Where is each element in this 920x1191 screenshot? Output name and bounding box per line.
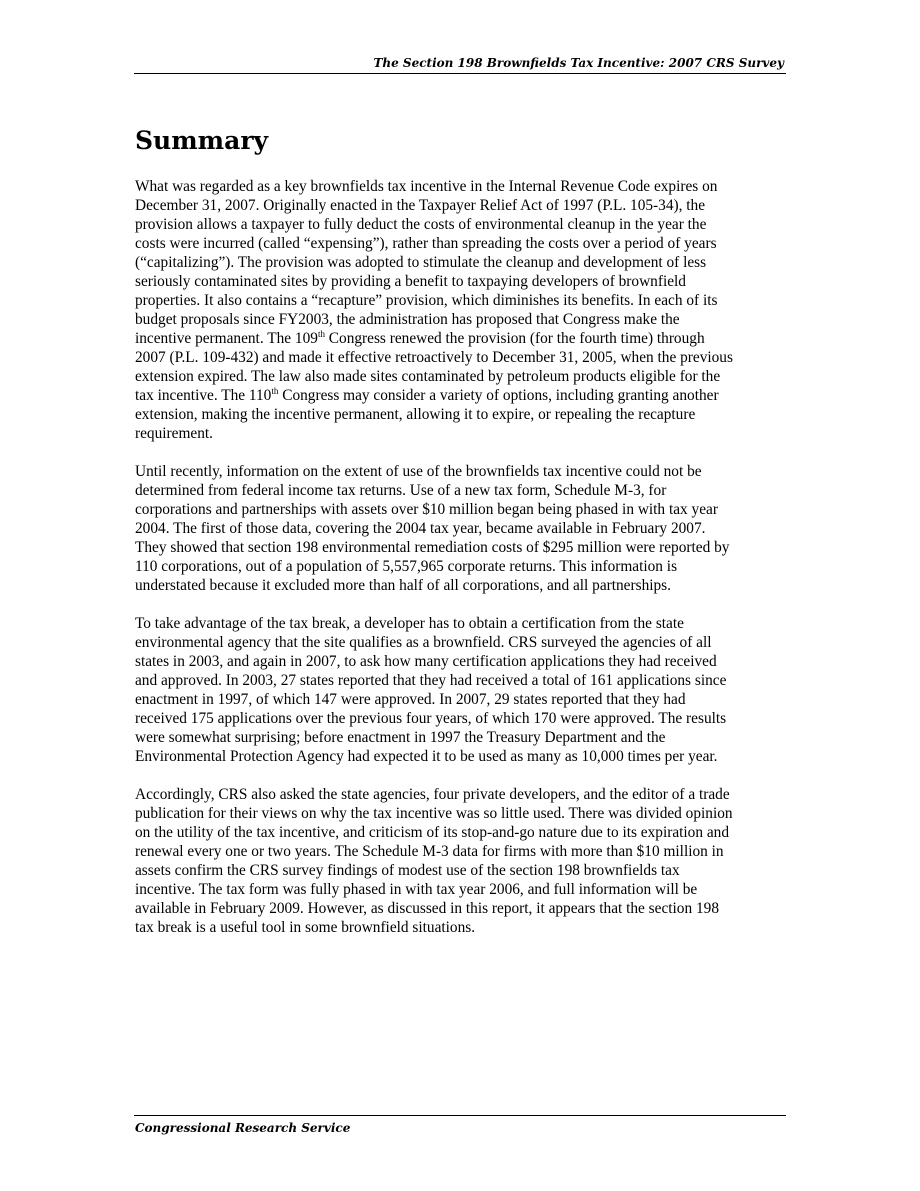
paragraph-1-line-14: requirement. (135, 425, 213, 442)
paragraph-1-line-6: seriously contaminated sites by providing a benefit to taxpaying developers of brownfield (135, 273, 686, 290)
paragraph-1-line-12a: tax incentive. The 110 (135, 387, 272, 404)
paragraph-1-line-11: extension expired. The law also made sites contaminated by petroleum products eligible for the (135, 368, 721, 385)
paragraph-1 (135, 177, 787, 443)
paragraph-3: To take advantage of the tax break, a developer has to obtain a certification from the state environmental agency that the site qualifies as a brownfield. CRS surveyed the agencies of all states in 2003, and again in 2007, to ask how many certification applications they had received and approved. In 2003, 27 states reported that they had received a total of 161 applications since enactment in 1997, of which 147 were approved. In 2007, 29 states reported that they had received 175 applications over the previous four years, of which 170 were approved. The results were somewhat surprising; before enactment in 1997 the Treasury Department and the Environmental Protection Agency had expected it to be used as many as 10,000 times per year. (135, 615, 727, 765)
paragraph-1-line-10: 2007 (P.L. 109-432) and made it effective retroactively to December 31, 2005, when the previous (135, 349, 733, 366)
paragraph-1-line-5: (“capitalizing”). The provision was adopted to stimulate the cleanup and development of less (135, 254, 707, 271)
paragraph-1-line-1: What was regarded as a key brownfields tax incentive in the Internal Revenue Code expires on (135, 178, 718, 195)
paragraph-1-line-13: extension, making the incentive permanent, allowing it to expire, or repealing the recapture (135, 406, 696, 423)
section-heading: Summary (135, 126, 269, 155)
running-title: The Section 198 Brownfields Tax Incentive: 2007 CRS Survey (373, 56, 784, 70)
paragraph-1-line-3: provision allows a taxpayer to fully deduct the costs of environmental cleanup in the year the (135, 216, 707, 233)
publisher-name: Congressional Research Service (135, 1121, 351, 1135)
paragraph-2: Until recently, information on the extent of use of the brownfields tax incentive could not be determined from federal income tax returns. Use of a new tax form, Schedule M-3, for corporations and partnerships with assets over $10 million began being phased in with tax year 2004. The first of those data, covering the 2004 tax year, became available in February 2007. They showed that section 198 environmental remediation costs of $295 million were reported by 110 corporations, out of a population of 5,557,965 corporate returns. This information is understated because it excluded more than half of all corporations, and all partnerships. (135, 463, 730, 594)
ordinal-suffix: th (317, 328, 325, 339)
paragraph-1-line-12b: Congress may consider a variety of options, including granting another (278, 387, 719, 404)
paragraph-1-line-4: costs were incurred (called “expensing”), rather than spreading the costs over a period of years (135, 235, 717, 252)
paragraph-1-line-2: December 31, 2007. Originally enacted in the Taxpayer Relief Act of 1997 (P.L. 105-34), the (135, 197, 706, 214)
paragraph-1-line-9b: Congress renewed the provision (for the fourth time) through (324, 330, 705, 347)
summary-body (135, 177, 787, 956)
ordinal-suffix: th (271, 385, 279, 396)
page-header (134, 56, 786, 74)
paragraph-1-line-7: properties. It also contains a “recapture” provision, which diminishes its benefits. In each of its (135, 292, 718, 309)
paragraph-4: Accordingly, CRS also asked the state agencies, four private developers, and the editor of a trade publication for their views on why the tax incentive was so little used. There was divided opinion on the utility of the tax incentive, and criticism of its stop-and-go nature due to its expiration and renewal every one or two years. The Schedule M-3 data for firms with more than $10 million in assets confirm the CRS survey findings of modest use of the section 198 brownfields tax incentive. The tax form was fully phased in with tax year 2006, and full information will be available in February 2009. However, as discussed in this report, it appears that the section 198 tax break is a useful tool in some brownfield situations. (135, 786, 733, 936)
page-footer (134, 1115, 786, 1135)
paragraph-1-line-8: budget proposals since FY2003, the administration has proposed that Congress make the (135, 311, 680, 328)
paragraph-1-line-9a: incentive permanent. The 109 (135, 330, 318, 347)
